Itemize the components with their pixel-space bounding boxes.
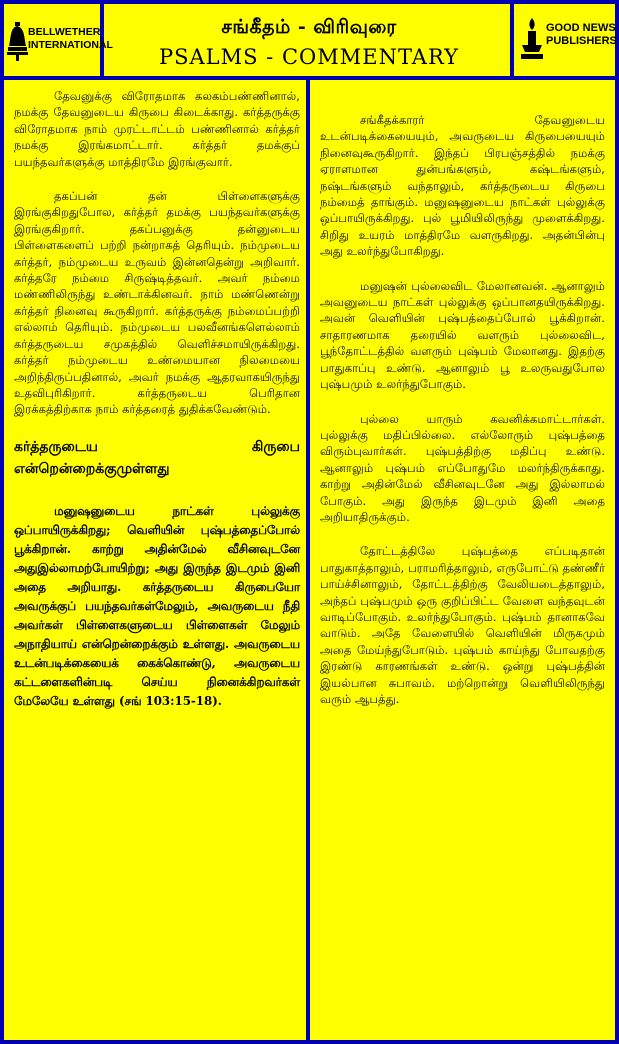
right-paragraph-4: தோட்டத்திலே புஷ்பத்தை எப்படிதான் பாதுகாத்தாலும், பராமரித்தாலும், எருபோட்டு தண்ணீர் பாய்ச்சினாலும், தோட்டத்திற்கு வேலியடைத்தாலும், அந்தப் புஷ்பமும் ஒரு குறிப்பிட்ட வேளை வந்தவுடன் வாடிப்போகும். உலர்ந்துபோகும். புஷ்பம் தானாகவே வாடும். அதே வேளையில் வெளியின் மிருகமும் அதை மேய்ந்துபோடும். புஷ்பம் காய்ந்து போவதற்கு இரண்டு காரணங்கள் உண்டு. ஒன்று புஷ்பத்தின் இயல்பான சுபாவம். மற்றொன்று வெளியிலிருந்து வரும் ஆபத்து. <box>320 544 605 706</box>
left-column <box>14 88 300 711</box>
right-paragraph-2: மனுஷன் புல்லைவிட மேலானவன். ஆனாலும் அவனுடைய நாட்கள் புல்லுக்கு ஒப்பானதயிருக்கிறது. அவன் வெளியின் புஷ்பத்தைப்போல் பூக்கிறான். சாதாரணமாக தரையில் வளரும் புல்லைவிட, பூந்தோட்டத்தில் வளரும் புஷ்பம் மேலானது. இதற்கு பாதுகாப்பு உண்டு. ஆனாலும் பூ உலருவதுபோல புஷ்பமும் உலர்ந்துபோகும். <box>320 278 605 392</box>
header <box>4 4 615 76</box>
section-heading: கர்த்தருடைய கிருபை என்றென்றைக்குமுள்ளது <box>14 438 300 477</box>
right-column <box>320 112 605 725</box>
bellwether-logo <box>4 4 113 76</box>
scripture-quote: மனுஷனுடைய நாட்கள் புல்லுக்கு ஒப்பாயிருக்கிறது; வெளியின் புஷ்பத்தைப்போல் பூக்கிறான். காற்று அதின்மேல் வீசினவுடனே அதுஇல்லாமற்போயிற்று; அது இருந்த இடமும் இனி அதை அறியாது. கர்த்தருடைய கிருபையோ அவருக்குப் பயந்தவர்கள்மேலும், அவருடைய நீதி அவர்கள் பிள்ளைகளுடைய பிள்ளைகள் மேலும் அநாதியாய் என்றென்றைக்கும் உள்ளது. அவருடைய உடன்படிக்கையைக் கைக்கொண்டு, அவருடைய கட்டளைகளின்படி செய்ய நினைக்கிறவர்கள் மேலேயே உள்ளது (சங் 103:15-18). <box>14 503 300 708</box>
left-paragraph-1: தேவனுக்கு விரோதமாக கலகம்பண்ணினால், நமக்கு தேவனுடைய கிருபை கிடைக்காது. கர்த்தருக்கு விரோதமாக நாம் முரட்டாட்டம் பண்ணினால் கர்த்தர் நமக்கு இரங்கமாட்டார். கர்த்தர் தமக்குப் பயந்தவர்களுக்கு மாத்திரமே இரங்குவார். <box>14 89 300 169</box>
left-logo-line2: INTERNATIONAL <box>28 39 113 51</box>
left-paragraph-2: தகப்பன் தன் பிள்ளைகளுக்கு இரங்குகிறதுபோல, கர்த்தர் தமக்கு பயந்தவர்களுக்கு இரங்குகிறார். தகப்பனுக்கு தன்னுடைய பிள்ளைகளைப் பற்றி நன்றாகத் தெரியும். நம்முடைய கர்த்தர், நம்முடைய உருவம் இன்னதென்று அறிவார். கர்த்தரே நம்மை சிருஷ்டித்தவர். அவர் நம்மை மண்ணிலிருந்து உண்டாக்கினவர். நாம் மண்ணென்று கர்த்தர் நினைவு கூருகிறார். கர்த்தருக்கு நம்மைப்பற்றி எல்லாம் தெரியும். நம்முடைய பலவீனங்களெல்லாம் கர்த்தருடைய சமுகத்தில் வெளிச்சமாயிருக்கிறது. கர்த்தர் நம்முடைய உண்மையான நிலமையை அறிந்திருப்பதினால், அவர் நமக்கு ஆதரவாகயிருந்து உதவிபுரிகிறார். கர்த்தருடைய பெரிதான இரக்கத்திற்காக நாம் கர்த்தரைத் துதிக்கவேண்டும். <box>14 189 300 417</box>
right-paragraph-3: புல்லை யாரும் கவனிக்கமாட்டார்கள். புல்லுக்கு மதிப்பில்லை. எல்லோரும் புஷ்பத்தை விரும்புவார்கள். புஷ்பத்திற்கு மதிப்பு உண்டு. ஆனாலும் புஷ்பம் எப்போதுமே மலர்ந்திருக்காது. காற்று அதின்மேல் வீசினவுடனே அது இல்லாமல் போகும். அது இருந்த இடமும் இனி அதை அறியாதிருக்கும். <box>320 411 605 524</box>
right-logo-line2: PUBLISHERS <box>546 35 617 47</box>
left-logo-line1: BELLWETHER <box>28 26 101 38</box>
bell-icon <box>7 22 29 62</box>
bellwether-logo-text <box>28 26 113 52</box>
good-news-logo <box>510 4 615 76</box>
title-tamil: சங்கீதம் - விரிவுரை <box>221 16 397 38</box>
right-logo-line1: GOOD NEWS <box>546 22 616 34</box>
lamp-icon <box>519 18 545 60</box>
column-divider <box>306 80 310 1040</box>
title-english: PSALMS - COMMENTARY <box>158 45 459 69</box>
title-box <box>108 4 510 76</box>
good-news-logo-text <box>546 22 617 48</box>
right-paragraph-1: சங்கீதக்காரர் தேவனுடைய உடன்படிக்கையையும், அவருடைய கிருபையையும் நினைவுகூருகிறார். இந்தப் பிரபஞ்சத்தில் நமக்கு ஏராளமான துன்பங்களும், கஷ்டங்களும், நஷ்டங்களும் வந்தாலும், கர்த்தருடைய கிருபை நம்மைத் தாங்கும். மனுஷனுடைய நாட்கள் புல்லுக்கு ஒப்பாயிருக்கிறது. புல் பூமியிலிருந்து முளைக்கிறது. சிறிது உயரம் மாத்திரமே வளருகிறது. அதன்பின்பு அது உலர்ந்துபோகிறது. <box>320 113 605 259</box>
